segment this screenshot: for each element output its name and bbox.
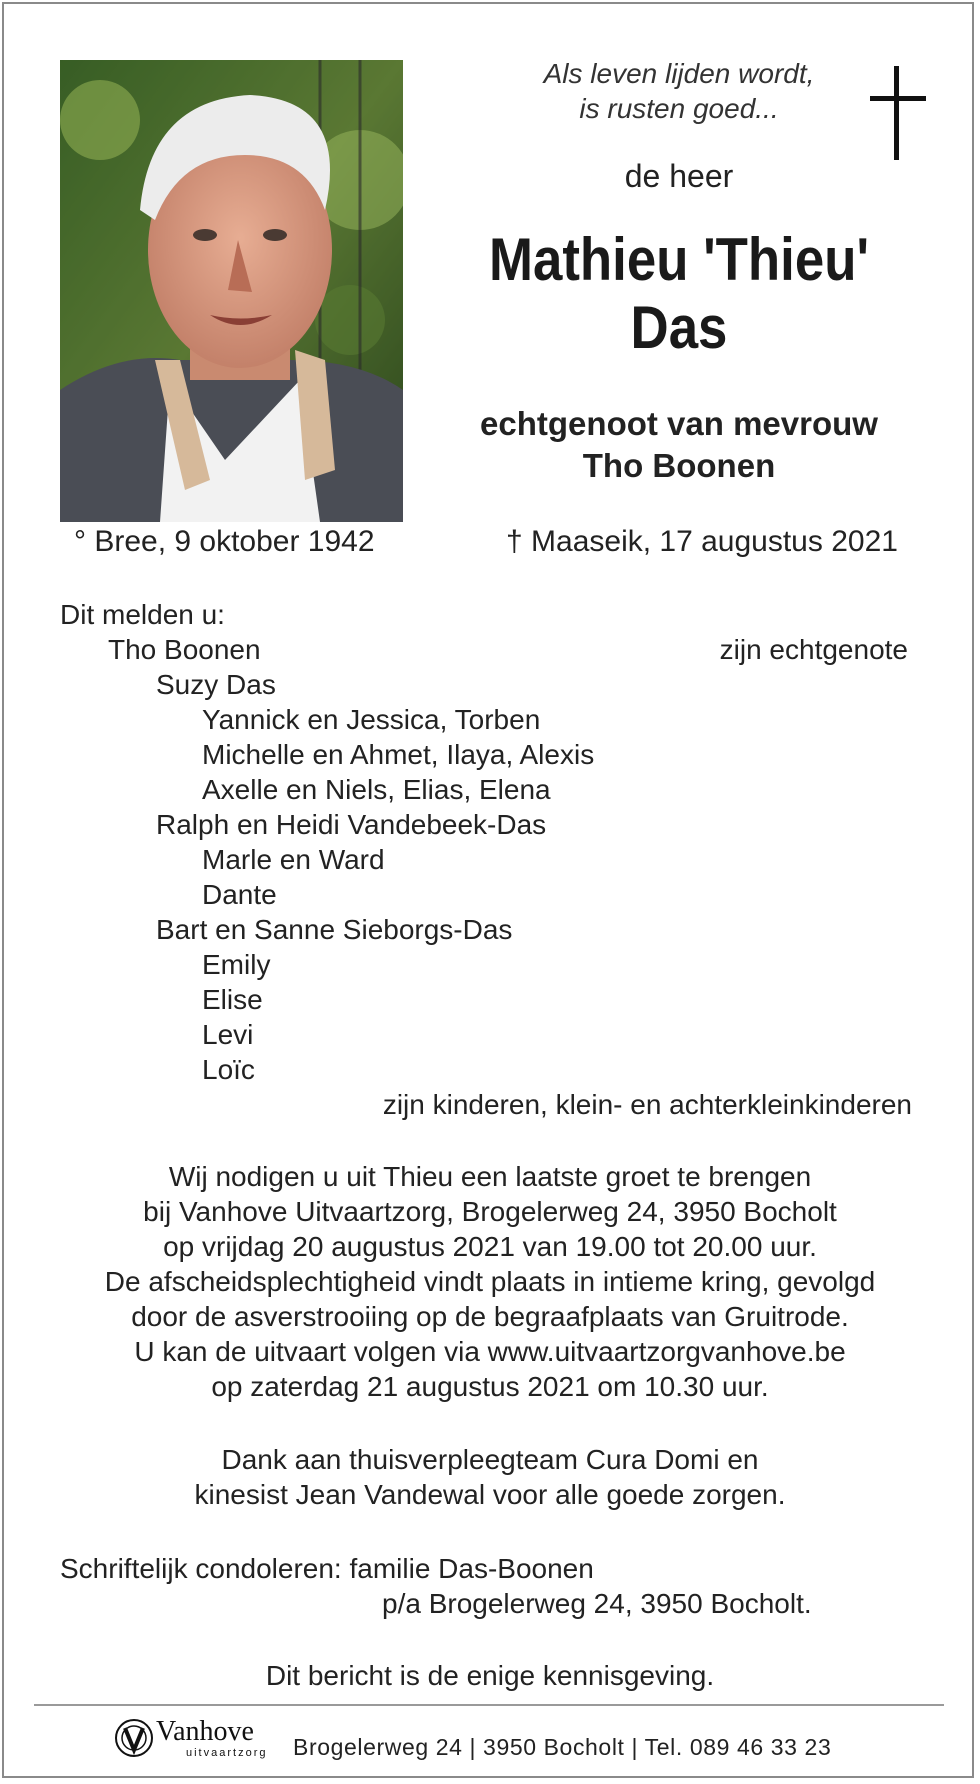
family-spouse-name: Tho Boonen <box>108 634 261 665</box>
family-member: Elise <box>202 984 263 1015</box>
death-info: † Maaseik, 17 augustus 2021 <box>506 525 898 558</box>
family-member: Emily <box>202 949 271 980</box>
invitation-line: op vrijdag 20 augustus 2021 van 19.00 tot 20.00 uur. <box>163 1231 817 1262</box>
invitation-line: Wij nodigen u uit Thieu een laatste groet te brengen <box>168 1161 812 1192</box>
thanks-line: kinesist Jean Vandewal voor alle goede zorgen. <box>194 1479 786 1510</box>
deceased-name: Mathieu 'Thieu' <box>488 226 870 293</box>
invitation-line: De afscheidsplechtigheid vindt plaats in intieme kring, gevolgd <box>104 1266 876 1297</box>
family-member: Suzy Das <box>156 669 276 700</box>
invitation-line: door de asverstrooiing op de begraafplaats van Gruitrode. <box>131 1301 849 1332</box>
family-member: Bart en Sanne Sieborgs-Das <box>156 914 513 945</box>
family-member: Axelle en Niels, Elias, Elena <box>202 774 551 805</box>
thanks-line: Dank aan thuisverpleegteam Cura Domi en <box>221 1444 759 1475</box>
vanhove-logo <box>114 1712 286 1762</box>
notice: Dit bericht is de enige kennisgeving. <box>265 1660 715 1691</box>
spouse-relation: echtgenoot van mevrouw <box>480 405 878 442</box>
spouse-name: Tho Boonen <box>582 447 776 484</box>
family-intro: Dit melden u: <box>60 599 225 630</box>
family-member: Marle en Ward <box>202 844 385 875</box>
footer-contact: Brogelerweg 24 | 3950 Bocholt | Tel. 089 46 33 23 <box>293 1734 832 1760</box>
family-spouse-role: zijn echtgenote <box>719 634 908 665</box>
family-member: Levi <box>202 1019 254 1050</box>
family-member: Dante <box>202 879 277 910</box>
honorific: de heer <box>624 158 734 194</box>
family-member: Michelle en Ahmet, Ilaya, Alexis <box>202 739 595 770</box>
motto <box>444 56 914 126</box>
obituary-card <box>2 2 974 1778</box>
birth-info: ° Bree, 9 oktober 1942 <box>74 525 375 558</box>
family-member: Loïc <box>202 1054 255 1085</box>
family-role: zijn kinderen, klein- en achterkleinkinderen <box>382 1089 912 1120</box>
logo-sub: uitvaartzorg <box>186 1747 268 1759</box>
motto-line: is rusten goed... <box>579 93 779 124</box>
footer-divider <box>34 1704 944 1706</box>
family-member: Yannick en Jessica, Torben <box>202 704 541 735</box>
condolence-line: Schriftelijk condoleren: familie Das-Boonen <box>60 1553 594 1584</box>
invitation-line: U kan de uitvaart volgen via www.uitvaartzorgvanhove.be <box>134 1336 846 1367</box>
family-member: Ralph en Heidi Vandebeek-Das <box>156 809 547 840</box>
invitation-line: bij Vanhove Uitvaartzorg, Brogelerweg 24, 3950 Bocholt <box>143 1196 837 1227</box>
invitation-line: op zaterdag 21 augustus 2021 om 10.30 uur. <box>211 1371 769 1402</box>
motto-line: Als leven lijden wordt, <box>543 58 815 89</box>
logo-name: Vanhove <box>156 1716 254 1747</box>
cross-icon <box>870 66 926 160</box>
condolence-address: p/a Brogelerweg 24, 3950 Bocholt. <box>382 1588 812 1619</box>
portrait-photo <box>60 60 403 522</box>
deceased-surname: Das <box>630 294 728 361</box>
